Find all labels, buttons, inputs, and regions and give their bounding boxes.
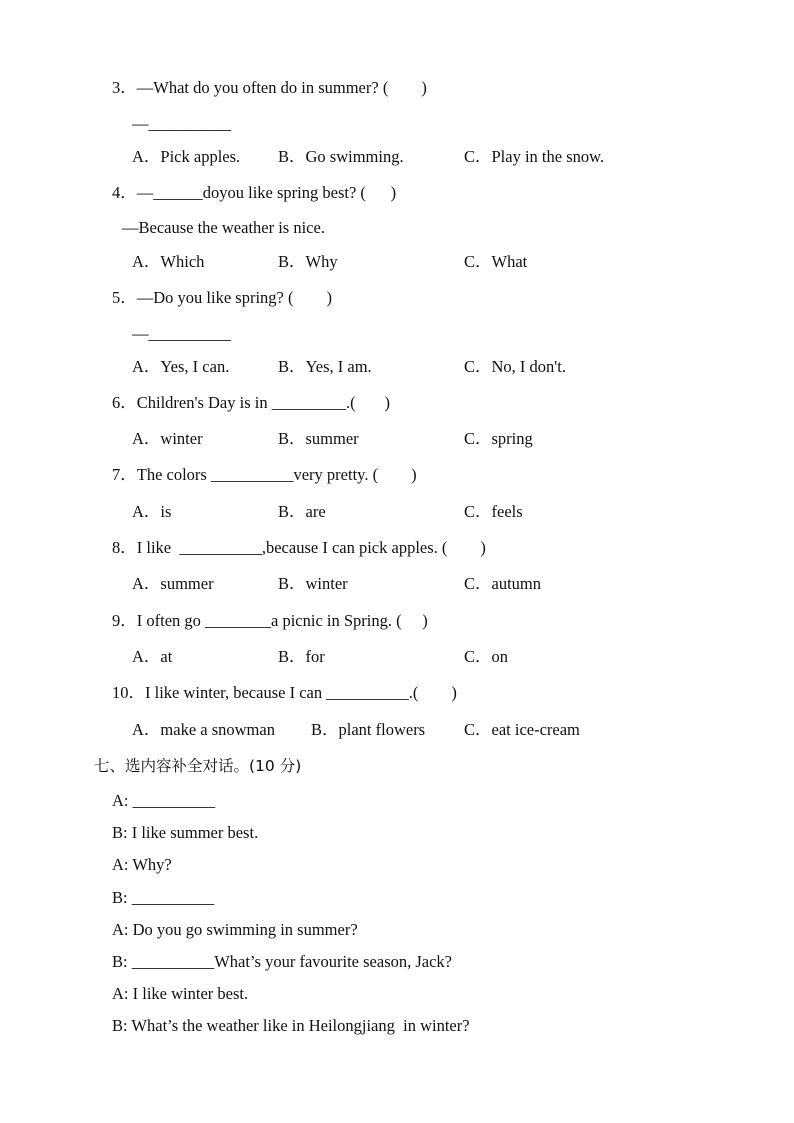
question-4-option-c: C．What bbox=[464, 252, 528, 271]
dialogue-line-3: A: Why? bbox=[112, 855, 172, 874]
question-9-option-b: B．for bbox=[278, 647, 325, 666]
question-10-option-b: B．plant flowers bbox=[311, 720, 426, 739]
question-9-stem: 9．I often go ________a picnic in Spring. ( ) bbox=[112, 611, 428, 630]
question-3-option-a: A．Pick apples. bbox=[132, 147, 241, 166]
section-heading: 七、选内容补全对话。(10 分) bbox=[94, 757, 302, 775]
question-4-option-b: B．Why bbox=[278, 252, 338, 271]
question-9-option-a: A．at bbox=[132, 647, 173, 666]
question-4-option-a: A．Which bbox=[132, 252, 205, 271]
question-7-option-b: B．are bbox=[278, 502, 326, 521]
question-10-stem: 10．I like winter, because I can __________.( ) bbox=[112, 683, 457, 702]
question-8-option-c: C．autumn bbox=[464, 574, 541, 593]
question-7-stem: 7．The colors __________very pretty. ( ) bbox=[112, 465, 417, 484]
question-5-answer-line: —__________ bbox=[132, 324, 231, 343]
dialogue-line-1: A: __________ bbox=[112, 791, 216, 810]
question-4-stem: 4．—______doyou like spring best? ( ) bbox=[112, 183, 397, 202]
question-3-option-b: B．Go swimming. bbox=[278, 147, 404, 166]
question-6-option-c: C．spring bbox=[464, 429, 533, 448]
question-6-option-a: A．winter bbox=[132, 429, 203, 448]
dialogue-line-6: B: __________What’s your favourite season, Jack? bbox=[112, 952, 453, 971]
question-8-option-a: A．summer bbox=[132, 574, 214, 593]
question-8-stem: 8．I like __________,because I can pick apples. ( ) bbox=[112, 538, 486, 557]
question-7-option-c: C．feels bbox=[464, 502, 523, 521]
question-3-stem: 3．—What do you often do in summer? ( ) bbox=[112, 78, 427, 97]
question-5-option-a: A．Yes, I can. bbox=[132, 357, 230, 376]
question-10-option-a: A．make a snowman bbox=[132, 720, 275, 739]
dialogue-line-5: A: Do you go swimming in summer? bbox=[112, 920, 358, 939]
question-3-answer-line: —__________ bbox=[132, 114, 231, 133]
question-5-stem: 5．—Do you like spring? ( ) bbox=[112, 288, 332, 307]
question-4-answer-line: —Because the weather is nice. bbox=[122, 218, 325, 237]
question-9-option-c: C．on bbox=[464, 647, 509, 666]
dialogue-line-8: B: What’s the weather like in Heilongjiang in winter? bbox=[112, 1016, 470, 1035]
question-8-option-b: B．winter bbox=[278, 574, 348, 593]
question-7-option-a: A．is bbox=[132, 502, 172, 521]
dialogue-line-7: A: I like winter best. bbox=[112, 984, 249, 1003]
question-10-option-c: C．eat ice-cream bbox=[464, 720, 580, 739]
question-3-option-c: C．Play in the snow. bbox=[464, 147, 605, 166]
question-6-stem: 6．Children's Day is in _________.( ) bbox=[112, 393, 390, 412]
question-5-option-c: C．No, I don't. bbox=[464, 357, 566, 376]
question-5-option-b: B．Yes, I am. bbox=[278, 357, 372, 376]
dialogue-line-4: B: __________ bbox=[112, 888, 215, 907]
question-6-option-b: B．summer bbox=[278, 429, 359, 448]
dialogue-line-2: B: I like summer best. bbox=[112, 823, 259, 842]
